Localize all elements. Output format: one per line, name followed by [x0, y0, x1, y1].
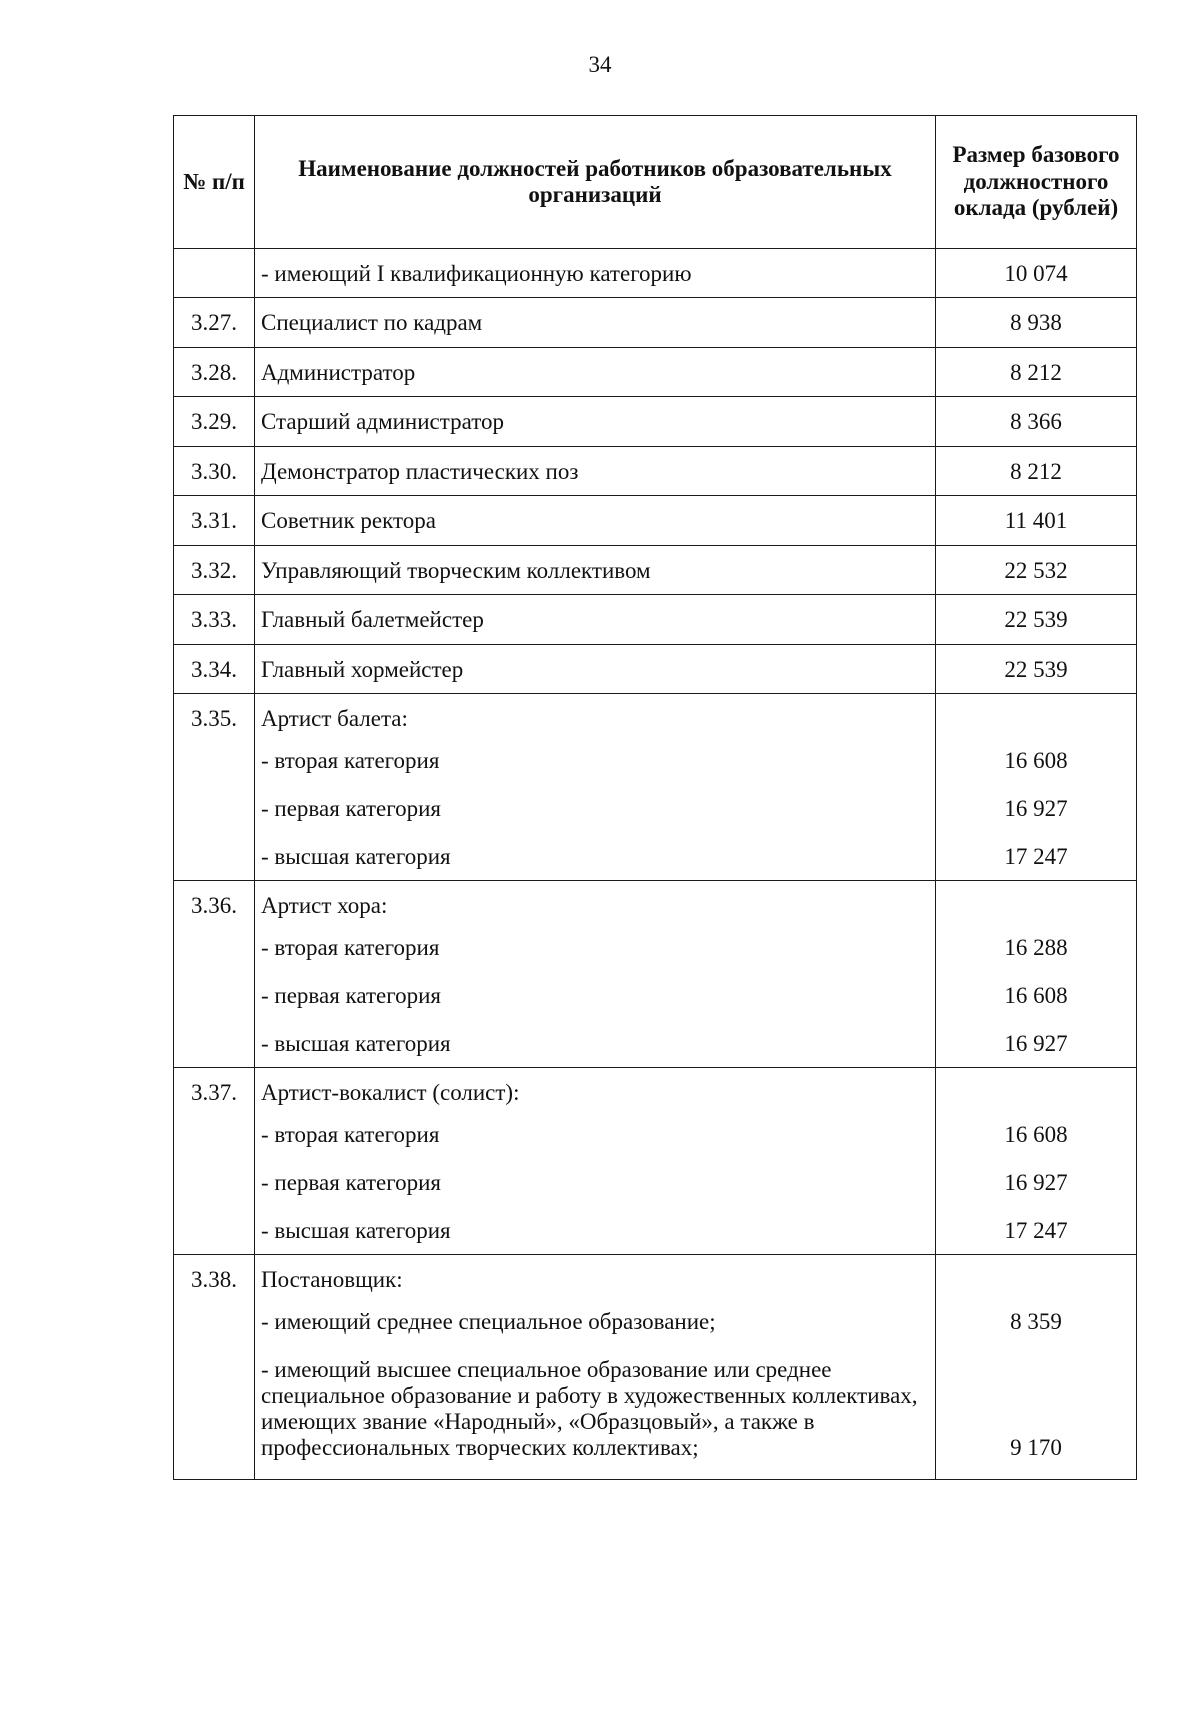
group-salary-cell — [936, 1067, 1137, 1254]
group-title: Постановщик: — [261, 1266, 403, 1292]
group-number: 3.35. — [174, 693, 255, 880]
table-row — [174, 298, 1137, 347]
group-title: Артист-вокалист (солист): — [261, 1079, 520, 1105]
group-item-salary: 9 170 — [1010, 1434, 1062, 1460]
table-group-row — [174, 1067, 1137, 1254]
group-item-label: - вторая категория — [261, 934, 440, 960]
table-group-row — [174, 693, 1137, 880]
row-number: 3.30. — [174, 446, 255, 495]
group-item-salary: 17 247 — [1004, 843, 1068, 869]
group-item-label: - вторая категория — [261, 747, 440, 773]
table-header-row — [174, 116, 1137, 249]
table-row — [174, 496, 1137, 545]
row-position: Главный балетмейстер — [255, 595, 936, 644]
group-item-label: - первая категория — [261, 795, 441, 821]
group-item-label: - вторая категория — [261, 1121, 440, 1147]
row-salary: 22 539 — [936, 595, 1137, 644]
row-number — [174, 249, 255, 298]
group-item-salary: 17 247 — [1004, 1217, 1068, 1243]
row-salary: 22 532 — [936, 545, 1137, 594]
group-item-label: - высшая категория — [261, 1030, 451, 1056]
row-number: 3.32. — [174, 545, 255, 594]
group-position-cell — [255, 1254, 936, 1479]
group-number: 3.38. — [174, 1254, 255, 1479]
row-position: Советник ректора — [255, 496, 936, 545]
group-item-salary: 16 608 — [1004, 747, 1068, 773]
row-number: 3.34. — [174, 644, 255, 693]
page-number: 34 — [588, 52, 612, 77]
group-position-cell — [255, 880, 936, 1067]
row-salary: 22 539 — [936, 644, 1137, 693]
row-number: 3.33. — [174, 595, 255, 644]
row-position: Управляющий творческим коллективом — [255, 545, 936, 594]
group-item-label: - высшая категория — [261, 1217, 451, 1243]
group-salary-cell — [936, 880, 1137, 1067]
table-group-row — [174, 1254, 1137, 1479]
group-salary-cell — [936, 1254, 1137, 1479]
table-group-row — [174, 880, 1137, 1067]
group-item-label: - первая категория — [261, 982, 441, 1008]
row-salary: 8 212 — [936, 446, 1137, 495]
group-title: Артист хора: — [261, 892, 388, 918]
row-position: Главный хормейстер — [255, 644, 936, 693]
row-number: 3.28. — [174, 347, 255, 396]
row-salary: 8 938 — [936, 298, 1137, 347]
table-row — [174, 249, 1137, 298]
row-position: Специалист по кадрам — [255, 298, 936, 347]
row-salary: 8 212 — [936, 347, 1137, 396]
group-item-label: - имеющий среднее специальное образование; — [261, 1308, 716, 1334]
group-item-salary: 16 927 — [1004, 1169, 1068, 1195]
header-salary: Размер базового должностного оклада (рублей) — [936, 116, 1137, 249]
row-salary: 8 366 — [936, 397, 1137, 446]
table-row — [174, 446, 1137, 495]
group-salary-cell — [936, 693, 1137, 880]
row-position: Администратор — [255, 347, 936, 396]
table-row — [174, 347, 1137, 396]
table-row — [174, 644, 1137, 693]
group-item-salary: 16 288 — [1004, 934, 1068, 960]
group-title: Артист балета: — [261, 705, 408, 731]
header-num: № п/п — [174, 116, 255, 249]
group-item-salary: 16 608 — [1004, 1121, 1068, 1147]
row-salary: 10 074 — [936, 249, 1137, 298]
row-number: 3.31. — [174, 496, 255, 545]
row-position: - имеющий I квалификационную категорию — [255, 249, 936, 298]
row-position: Демонстратор пластических поз — [255, 446, 936, 495]
group-item-label: - имеющий высшее специальное образование или среднее специальное образование и работу в художественных коллективах, имеющих звание «Народный», «Образцовый», а также в профессиональных творческих коллективах; — [261, 1356, 918, 1460]
group-item-salary: 16 608 — [1004, 982, 1068, 1008]
table-row — [174, 545, 1137, 594]
group-item-salary: 8 359 — [1010, 1308, 1062, 1334]
group-item-label: - первая категория — [261, 1169, 441, 1195]
row-number: 3.27. — [174, 298, 255, 347]
table-row — [174, 595, 1137, 644]
group-number: 3.37. — [174, 1067, 255, 1254]
group-item-salary: 16 927 — [1004, 795, 1068, 821]
group-item-salary: 16 927 — [1004, 1030, 1068, 1056]
group-item-label: - высшая категория — [261, 843, 451, 869]
group-number: 3.36. — [174, 880, 255, 1067]
salary-table — [173, 115, 1137, 1480]
row-position: Старший администратор — [255, 397, 936, 446]
header-name: Наименование должностей работников образовательных организаций — [255, 116, 936, 249]
row-number: 3.29. — [174, 397, 255, 446]
row-salary: 11 401 — [936, 496, 1137, 545]
group-position-cell — [255, 1067, 936, 1254]
table-row — [174, 397, 1137, 446]
group-position-cell — [255, 693, 936, 880]
